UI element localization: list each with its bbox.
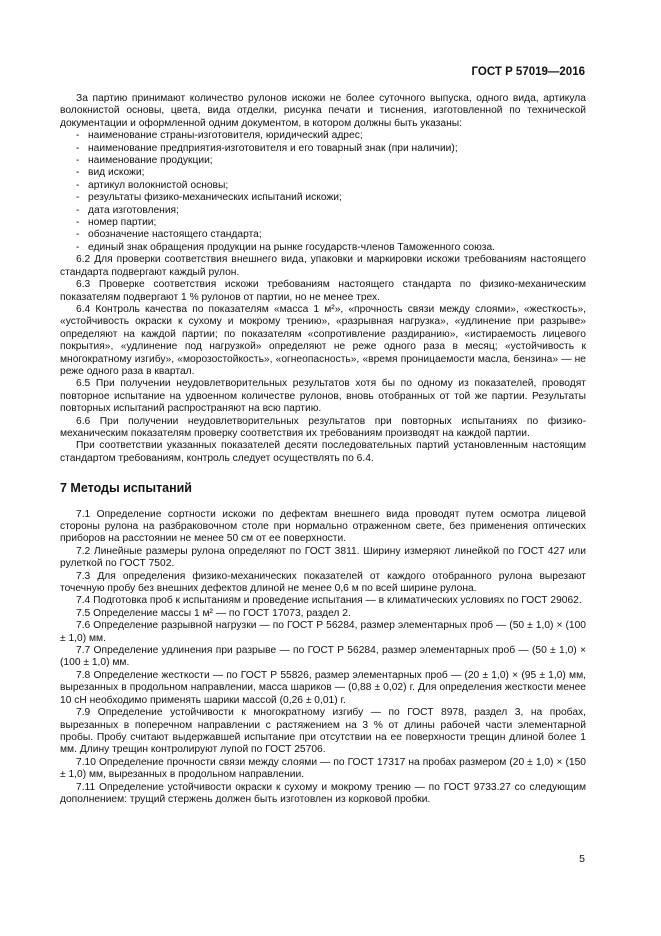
list-item: - наименование продукции; xyxy=(60,155,586,167)
paragraph-6-3: 6.3 Проверке соответствия искожи требованиям настоящего стандарта по физико-механическим показателям подвергают 1 % рулонов от партии, но не менее трех. xyxy=(60,279,586,303)
paragraph-7-5: 7.5 Определение массы 1 м² — по ГОСТ 17073, раздел 2. xyxy=(76,607,351,619)
paragraph-6-4: 6.4 Контроль качества по показателям «масса 1 м²», «прочность связи между слоями», «жесткость», «устойчивость окраски к сухому и мокрому трению», «разрывная нагрузка», «удлинение при разрыве» определяют на каждой партии; по показателям «сопротивление раздиранию», «истираемость лицевого покрытия», «удлинение под нагрузкой» определяют не реже одного раза в месяц; «устойчивость к многократному изгибу», «морозостойкость», «огнеопасность», «время проницаемости масла, бензина» — не реже одного раза в квартал. xyxy=(60,303,586,377)
paragraph-7-9: 7.9 Определение устойчивости к многократному изгибу — по ГОСТ 8978, раздел 3, на пробах, вырезанных в поперечном направлении с растяжением на 3 % от длины рабочей части элементарной пробы. Пробу считают выдержавшей испытание при отсутствии на ее поверхности трещин длиной более 1 мм. Длину трещин контролируют лупой по ГОСТ 25706. xyxy=(60,707,586,756)
list-item: - вид искожи; xyxy=(60,167,586,179)
section-7-heading: 7 Методы испытаний xyxy=(60,481,192,496)
intro-paragraph: За партию принимают количество рулонов искожи не более суточного выпуска, одного вида, артикула волокнистой основы, цвета, вида отделки, рисунка печати и тиснения, изготовленной по технической документации и оформленной одним документом, в котором должны быть указаны: xyxy=(60,93,586,129)
paragraph-7-2: 7.2 Линейные размеры рулона определяют по ГОСТ 3811. Ширину измеряют линейкой по ГОСТ 427 или рулеткой по ГОСТ 7502. xyxy=(60,545,586,570)
paragraph-6-6-continued: При соответствии указанных показателей десяти последовательных партий установленным настоящим стандартом требованиям, контроль следует осуществлять по 6.4. xyxy=(60,440,586,464)
list-item: - обозначение настоящего стандарта; xyxy=(60,229,586,241)
list-item: - артикул волокнистой основы; xyxy=(60,180,586,192)
paragraph-7-4: 7.4 Подготовка проб к испытаниям и проведение испытания — в климатических условиях по ГОСТ 29062. xyxy=(76,595,582,607)
paragraph-6-6: 6.6 При получении неудовлетворительных результатов при повторных испытаниях по физико-механическим показателям проверку соответствия их требованиям производят на каждой партии. xyxy=(60,415,586,439)
document-body xyxy=(60,93,586,806)
required-info-list xyxy=(60,130,586,254)
page-number: 5 xyxy=(579,853,585,865)
list-item: - единый знак обращения продукции на рынке государств-членов Таможенного союза. xyxy=(60,242,586,254)
paragraph-6-2: 6.2 Для проверки соответствия внешнего вида, упаковки и маркировки искожи требованиям настоящего стандарта подвергают каждый рулон. xyxy=(60,254,586,278)
paragraph-7-8: 7.8 Определение жесткости — по ГОСТ Р 55826, размер элементарных проб — (20 ± 1,0) × (95 ± 1,0) мм, вырезанных в продольном направлении, масса шариков — (0,88 ± 0,02) г. Для определения жесткости менее 10 сН необходимо применять шарики массой (0,26 ± 0,01) г. xyxy=(60,669,586,706)
list-item: - дата изготовления; xyxy=(60,205,586,217)
paragraph-6-5: 6.5 При получении неудовлетворительных результатов хотя бы по одному из показателей, проводят повторное испытание на удвоенном количестве рулонов, вновь отобранных от той же партии. Результаты повторных испытаний распространяют на всю партию. xyxy=(60,378,586,415)
list-item: - наименование предприятия-изготовителя и его товарный знак (при наличии); xyxy=(60,143,586,155)
standard-header: ГОСТ Р 57019—2016 xyxy=(471,66,585,78)
paragraph-7-3: 7.3 Для определения физико-механических показателей от каждого отобранного рулона вырезают точечную пробу без внешних дефектов длиной не менее 0,6 м по всей ширине рулона. xyxy=(60,570,586,595)
paragraph-7-10: 7.10 Определение прочности связи между слоями — по ГОСТ 17317 на пробах размером (20 ± 1,0) × (150 ± 1,0) мм, вырезанных в продольном направлении. xyxy=(60,756,586,781)
paragraph-7-7: 7.7 Определение удлинения при разрыве — по ГОСТ Р 56284, размер элементарных проб — (50 ± 1,0) × (100 ± 1,0) мм. xyxy=(60,645,586,669)
list-item: - результаты физико-механических испытаний искожи; xyxy=(60,192,586,204)
list-item: - номер партии; xyxy=(60,217,586,229)
list-item: - наименование страны-изготовителя, юридический адрес; xyxy=(60,130,586,142)
paragraph-7-1: 7.1 Определение сортности искожи по дефектам внешнего вида проводят путем осмотра лицевой стороны рулона на разбраковочном столе при нормально отраженном свете, без применения оптических приборов на расстоянии не менее 50 см от ее поверхности. xyxy=(60,508,586,545)
paragraph-7-11: 7.11 Определение устойчивости окраски к сухому и мокрому трению — по ГОСТ 9733.27 со следующим дополнением: трущий стержень должен быть изготовлен из корковой пробки. xyxy=(60,781,586,805)
paragraph-7-6: 7.6 Определение разрывной нагрузки — по ГОСТ Р 56284, размер элементарных проб — (50 ± 1,0) × (100 ± 1,0) мм. xyxy=(60,620,586,644)
